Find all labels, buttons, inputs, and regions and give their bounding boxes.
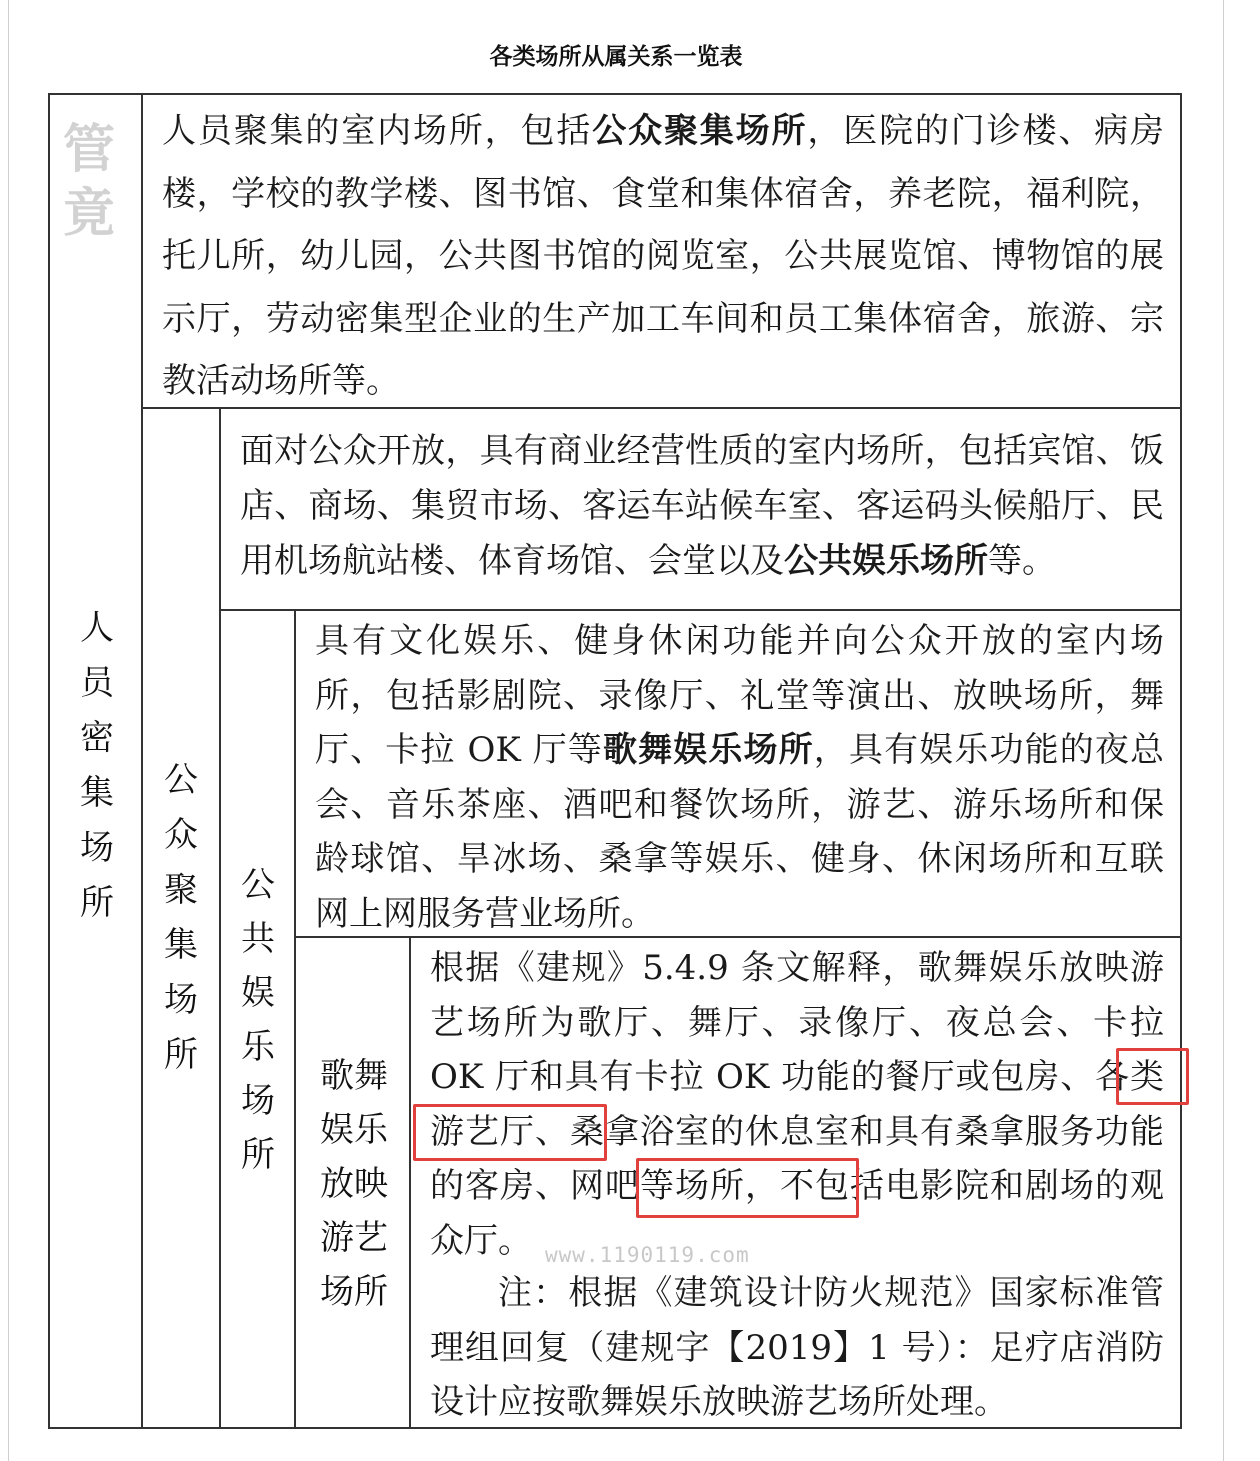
row-divider-2 [219, 609, 1182, 611]
stamp-mark: 管竟 [62, 120, 115, 244]
page-title: 各类场所从属关系一览表 [489, 44, 743, 70]
col-divider-4 [409, 936, 411, 1429]
page-edge-right [1223, 0, 1224, 1461]
label-crowded-places: 人 员 密 集 场 所 [80, 608, 114, 923]
label-public-gathering-places: 公 众 聚 集 场 所 [164, 760, 198, 1075]
col-divider-2 [219, 407, 221, 1429]
term-public-gathering-places: 公众聚集场所 [592, 111, 808, 151]
page-edge-left [8, 0, 9, 1461]
label-public-entertainment-places: 公 共 娱 乐 场 所 [241, 865, 275, 1175]
term-song-dance-entertainment: 歌舞娱乐场所 [602, 730, 814, 770]
highlight-box-1 [1116, 1048, 1189, 1105]
watermark: www.1190119.com [545, 1243, 750, 1267]
code-interpretation-paragraph: 根据《建规》5.4.9 条文解释，歌舞娱乐放映游艺场所为歌厅、舞厅、录像厅、夜总会、卡拉 OK 厅和具有卡拉 OK 功能的餐厅或包房、各类游艺厅、桑拿浴室的休息室和具有桑拿服务功能的客房、网吧等场所，不包括电影院和剧场的观众厅。 [430, 948, 1164, 1261]
label-song-dance-entertainment-places: 歌舞 娱乐 放映 游艺 场所 [320, 1056, 388, 1312]
note-paragraph: 注：根据《建筑设计防火规范》国家标准管理组回复（建规字【2019】1 号）：足疗店消防设计应按歌舞娱乐放映游艺场所处理。 [430, 1273, 1164, 1422]
col-divider-3 [294, 609, 296, 1429]
definition-public-entertainment-places: 具有文化娱乐、健身休闲功能并向公众开放的室内场所，包括影剧院、录像厅、礼堂等演出、放映场所，舞厅、卡拉 OK 厅等歌舞娱乐场所，具有娱乐功能的夜总会、音乐茶座、酒吧和餐饮场所，游艺、游乐场所和保龄球馆、旱冰场、桑拿等娱乐、健身、休闲场所和互联网上网服务营业场所。 [315, 621, 1165, 934]
highlight-box-3 [636, 1158, 859, 1218]
highlight-box-2 [413, 1104, 607, 1161]
definition-public-gathering-places: 面对公众开放，具有商业经营性质的室内场所，包括宾馆、饭店、商场、集贸市场、客运车站候车室、客运码头候船厅、民用机场航站楼、体育场馆、会堂以及公共娱乐场所等。 [240, 431, 1164, 581]
definition-crowded-places: 人员聚集的室内场所，包括公众聚集场所，医院的门诊楼、病房楼，学校的教学楼、图书馆、食堂和集体宿舍，养老院，福利院，托儿所，幼儿园，公共图书馆的阅览室，公共展览馆、博物馆的展示厅，劳动密集型企业的生产加工车间和员工集体宿舍，旅游、宗教活动场所等。 [162, 111, 1165, 401]
col-divider-1 [141, 93, 143, 1429]
term-public-entertainment-places: 公共娱乐场所 [784, 541, 988, 581]
